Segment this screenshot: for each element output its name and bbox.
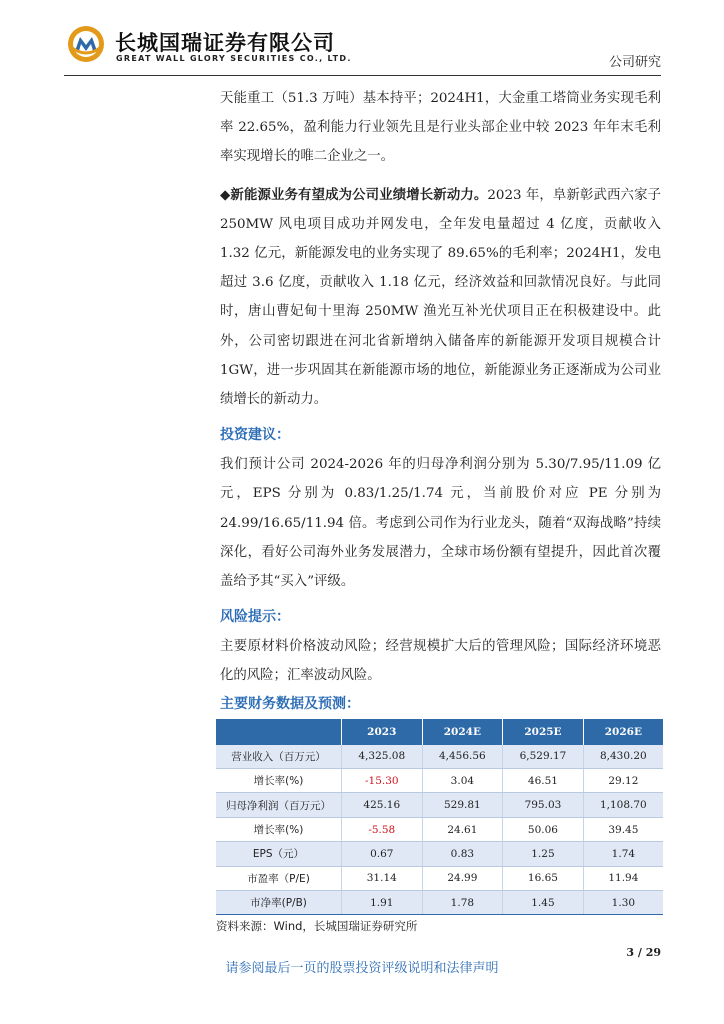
table-header-row [216, 719, 663, 745]
investment-text: 我们预计公司 2024-2026 年的归母净利润分别为 5.30/7.95/11.09 亿元，EPS 分别为 0.83/1.25/1.74 元，当前股价对应 PE 分别为 24.99/16.65/11.94 倍。考虑到公司作为行业龙头，随着“双海战略”持续深化，看好公司海外业务发展潜力，全球市场份额有望提升，因此首次覆盖给予其“买入”评级。 [220, 457, 661, 590]
table-row [216, 866, 663, 890]
header-divider [64, 75, 661, 76]
risk-text: 主要原材料价格波动风险；经营规模扩大后的管理风险；国际经济环境恶化的风险；汇率波动风险。 [220, 639, 661, 684]
row-label: 市盈率（P/E) [216, 866, 342, 890]
paragraph-tower-business: 天能重工（51.3 万吨）基本持平；2024H1，大金重工塔筒业务实现毛利率 22.65%，盈利能力行业领先且是行业头部企业中较 2023 年年末毛利率实现增长的唯二企业之一。 [220, 91, 661, 165]
table-cell: 24.99 [422, 866, 503, 890]
table-cell: -15.30 [342, 769, 423, 793]
brand-name-en: GREAT WALL GLORY SECURITIES CO., LTD. [116, 54, 352, 63]
table-cell: 11.94 [583, 866, 663, 890]
table-cell: 4,325.08 [342, 745, 423, 769]
table-row [216, 745, 663, 769]
column-header: 2023 [342, 719, 423, 745]
row-label: 归母净利润（百万元） [216, 793, 342, 817]
table-cell: 795.03 [503, 793, 584, 817]
brand-name-cn: 长城国瑞证券有限公司 [115, 31, 335, 55]
new-energy-lead: ◆新能源业务有望成为公司业绩增长新动力。 [220, 187, 488, 203]
column-header: 2024E [422, 719, 503, 745]
table-row [216, 891, 663, 915]
table-cell: 425.16 [342, 793, 423, 817]
row-label: 增长率(%) [216, 817, 342, 841]
table-cell: 1,108.70 [583, 793, 663, 817]
column-header: 2026E [583, 719, 663, 745]
financials-table [216, 719, 663, 916]
table-cell: 39.45 [583, 817, 663, 841]
table-cell: 1.91 [342, 891, 423, 915]
table-cell: 0.67 [342, 842, 423, 866]
row-label: 营业收入（百万元） [216, 745, 342, 769]
investment-heading: 投资建议： [220, 427, 290, 444]
table-row [216, 793, 663, 817]
financials-heading: 主要财务数据及预测： [220, 695, 360, 712]
section-label: 公司研究 [608, 55, 661, 70]
table-cell: 16.65 [503, 866, 584, 890]
table-cell: 1.25 [503, 842, 584, 866]
table-cell: 46.51 [503, 769, 584, 793]
paragraph-new-energy [220, 181, 661, 415]
main-content [216, 84, 661, 934]
column-header: 2025E [503, 719, 584, 745]
row-label: EPS（元） [216, 842, 342, 866]
table-row [216, 769, 663, 793]
row-label: 市净率(P/B) [216, 891, 342, 915]
row-label: 增长率(%) [216, 769, 342, 793]
table-cell: 3.04 [422, 769, 503, 793]
risk-heading: 风险提示： [220, 609, 290, 626]
column-header [216, 719, 342, 745]
table-cell: 0.83 [422, 842, 503, 866]
table-cell: 29.12 [583, 769, 663, 793]
page-header [0, 0, 724, 80]
new-energy-text: 2023 年，阜新彰武西六家子 250MW 风电项目成功并网发电，全年发电量超过 4 亿度，贡献收入 1.32 亿元，新能源发电的业务实现了 89.65%的毛利率；2024H1，发电超过 3.6 亿度，贡献收入 1.18 亿元，经济效益和回款情况良好。与此同时，唐山曹妃甸十里海 250MW 渔光互补光伏项目正在积极建设中。此外，公司密切跟进在河北省新增纳入储备库的新能源开发项目规模合计 1GW，进一步巩固其在新能源市场的地位，新能源业务正逐渐成为公司业绩增长的新动力。 [220, 187, 661, 408]
table-cell: 529.81 [422, 793, 503, 817]
table-cell: 31.14 [342, 866, 423, 890]
table-cell: -5.58 [342, 817, 423, 841]
disclaimer-text[interactable]: 请参阅最后一页的股票投资评级说明和法律声明 [225, 961, 499, 976]
table-cell: 1.30 [583, 891, 663, 915]
table-cell: 24.61 [422, 817, 503, 841]
table-row [216, 842, 663, 866]
table-cell: 1.78 [422, 891, 503, 915]
table-cell: 1.45 [503, 891, 584, 915]
table-cell: 6,529.17 [503, 745, 584, 769]
table-source-note: 资料来源：Wind，长城国瑞证券研究所 [216, 919, 418, 934]
table-cell: 4,456.56 [422, 745, 503, 769]
company-logo-icon [67, 25, 105, 63]
table-cell: 8,430.20 [583, 745, 663, 769]
page-number: 3 / 29 [626, 946, 661, 959]
footer-disclaimer[interactable] [0, 957, 724, 976]
table-cell: 50.06 [503, 817, 584, 841]
table-cell: 1.74 [583, 842, 663, 866]
table-row [216, 817, 663, 841]
